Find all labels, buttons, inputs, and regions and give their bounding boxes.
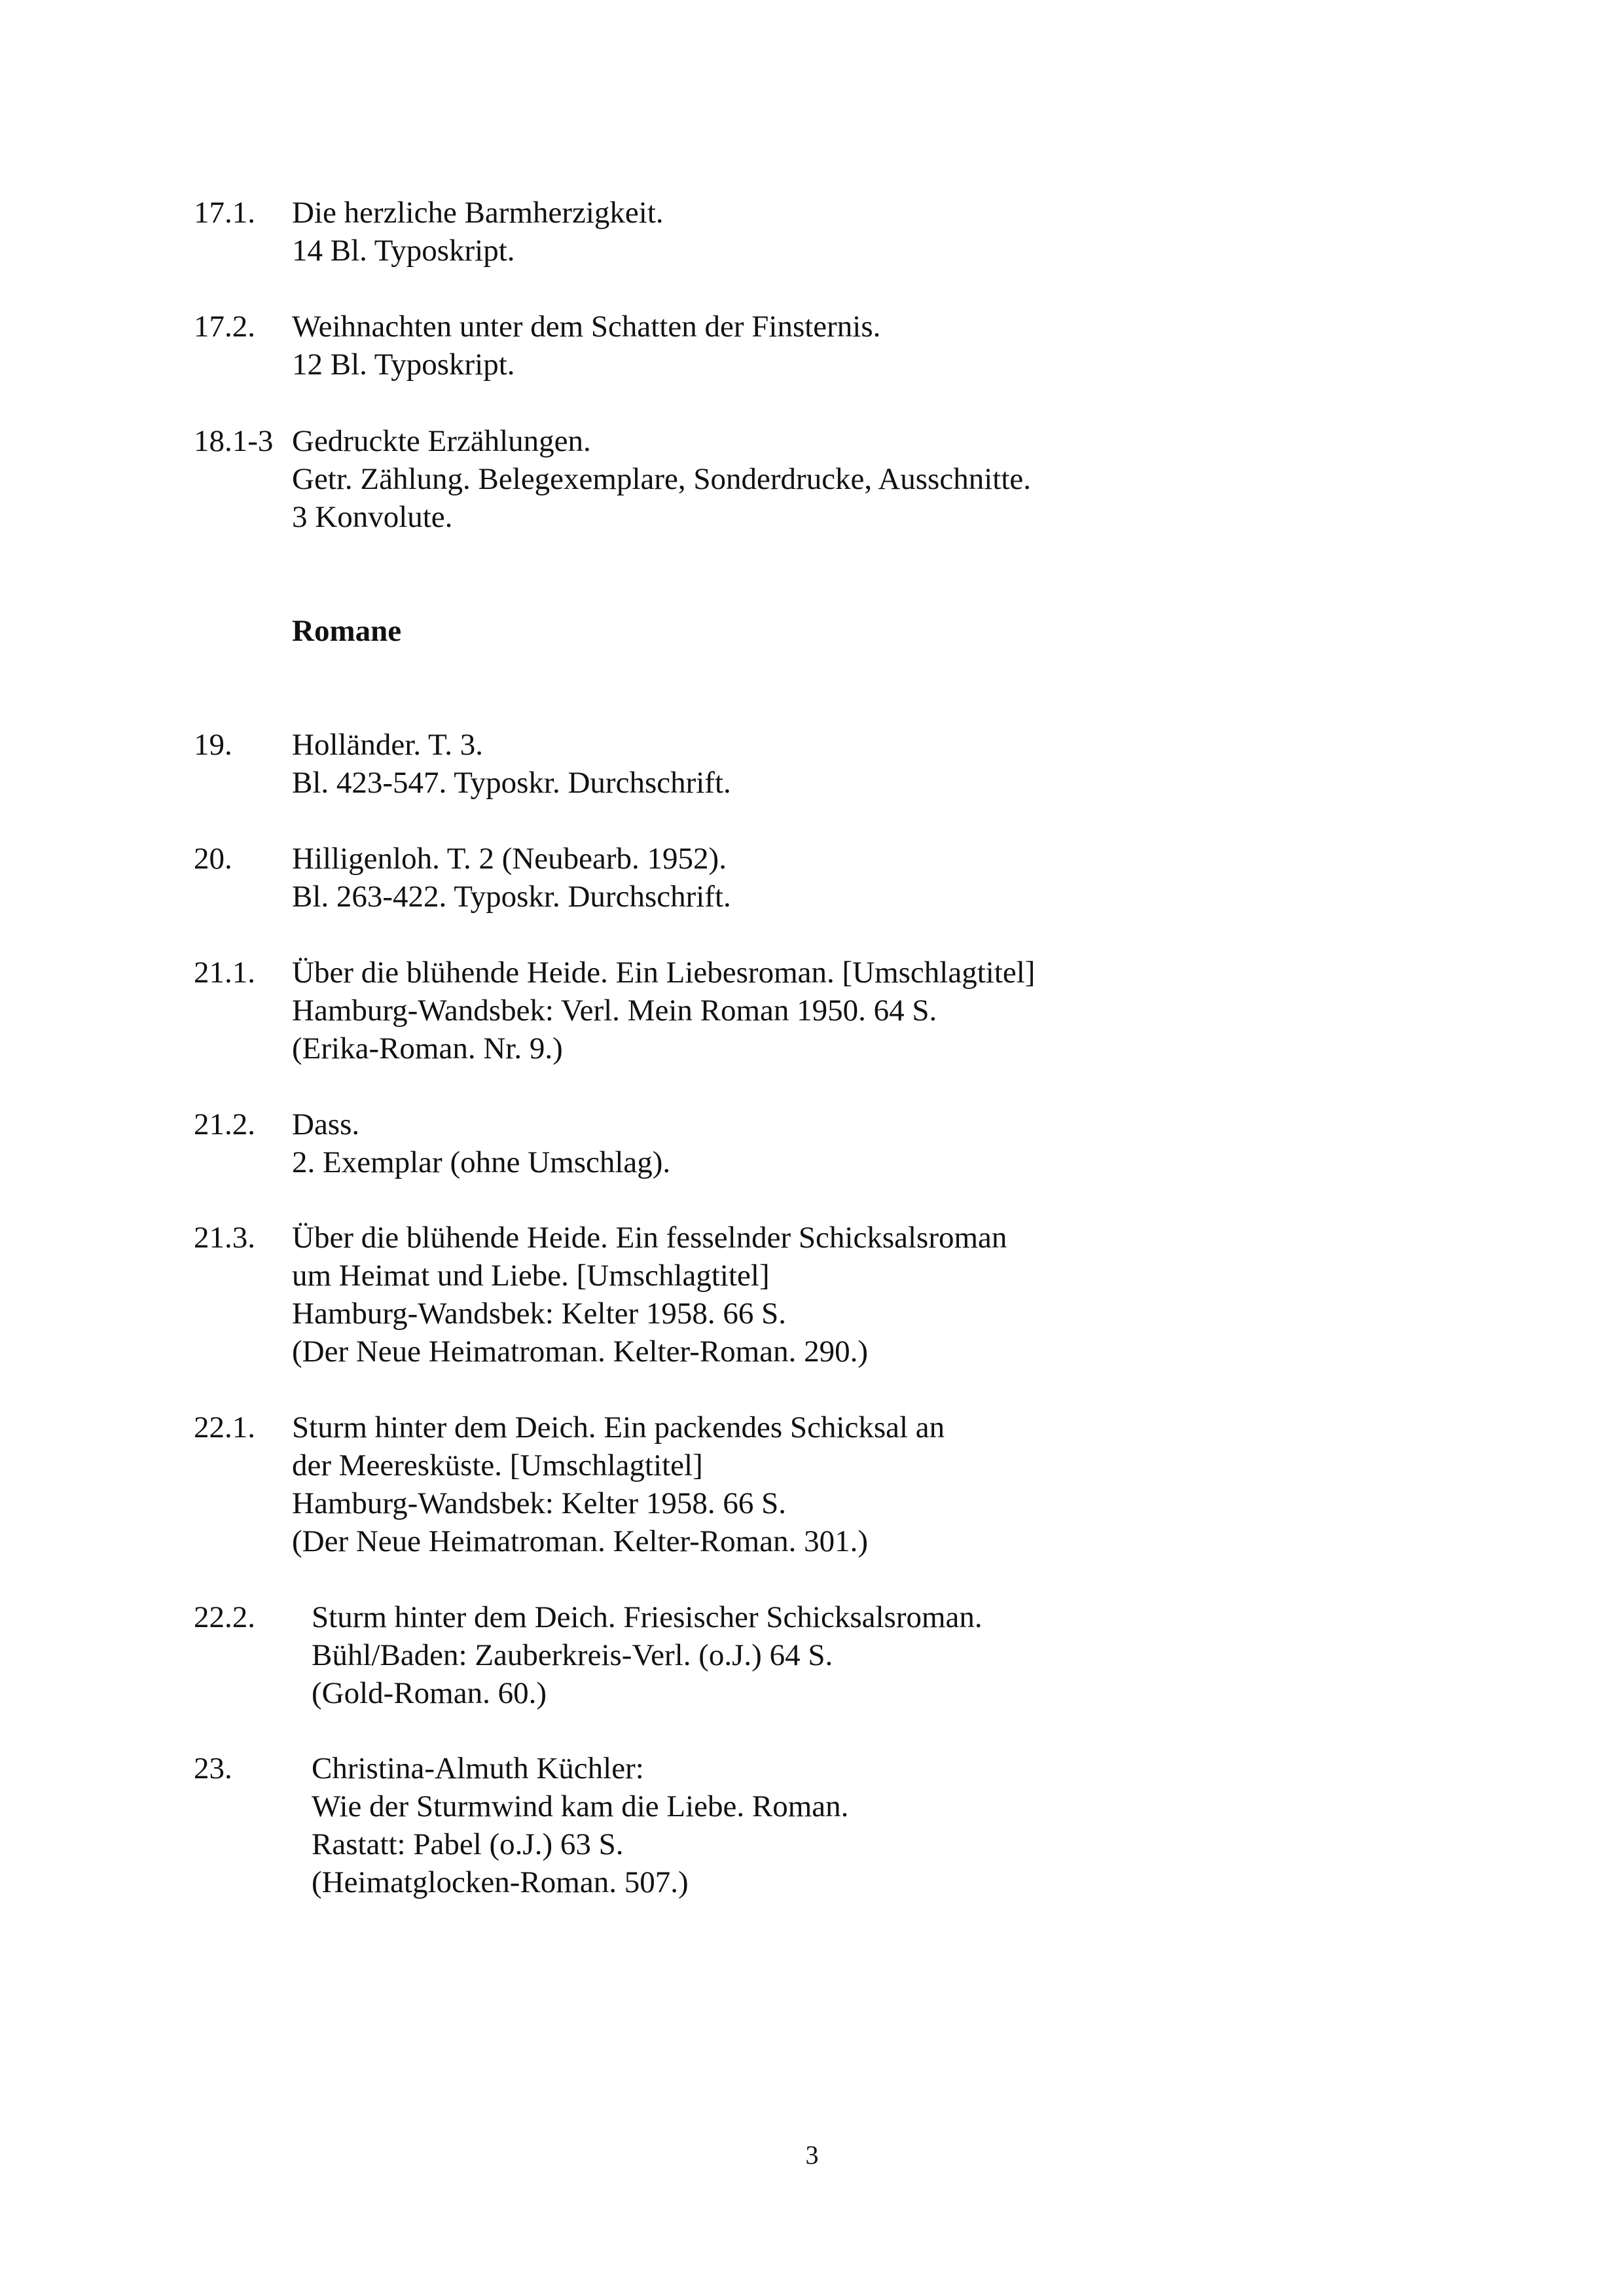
entry-line: Hamburg-Wandsbek: Verl. Mein Roman 1950. 64 S.: [292, 994, 937, 1028]
entry-line: Sturm hinter dem Deich. Ein packendes Schicksal an: [292, 1410, 945, 1444]
entry-number: 20.: [194, 842, 232, 876]
entry-description: [312, 1598, 983, 1712]
entry-line: (Erika-Roman. Nr. 9.): [292, 1031, 563, 1066]
entry-number: 21.1.: [194, 956, 255, 990]
entry-line: Bl. 423-547. Typoskr. Durchschrift.: [292, 766, 731, 800]
entry-line: Christina-Almuth Küchler:: [312, 1751, 644, 1785]
section-heading: Romane: [292, 614, 402, 648]
entry-line: Getr. Zählung. Belegexemplare, Sonderdrucke, Ausschnitte.: [292, 462, 1031, 496]
entry-line: Wie der Sturmwind kam die Liebe. Roman.: [312, 1789, 849, 1823]
entry-line: Sturm hinter dem Deich. Friesischer Schicksalsroman.: [312, 1600, 983, 1634]
entry-line: (Der Neue Heimatroman. Kelter-Roman. 290.): [292, 1335, 868, 1369]
entry-line: Bühl/Baden: Zauberkreis-Verl. (o.J.) 64 S.: [312, 1638, 833, 1672]
entry-line: Hamburg-Wandsbek: Kelter 1958. 66 S.: [292, 1297, 787, 1331]
entry-line: 2. Exemplar (ohne Umschlag).: [292, 1145, 671, 1179]
page-number: 3: [805, 2140, 819, 2170]
entry-description: [292, 308, 880, 384]
entry-line: 12 Bl. Typoskript.: [292, 348, 515, 382]
entry-number: 19.: [194, 728, 232, 762]
entry-description: [312, 1749, 848, 1901]
entry-line: (Gold-Roman. 60.): [312, 1676, 547, 1710]
entry-line: Rastatt: Pabel (o.J.) 63 S.: [312, 1827, 624, 1861]
entry-line: Dass.: [292, 1107, 360, 1141]
entry-line: (Der Neue Heimatroman. Kelter-Roman. 301.): [292, 1524, 868, 1558]
entry-line: Über die blühende Heide. Ein Liebesroman. [Umschlagtitel]: [292, 956, 1036, 990]
entry-line: 14 Bl. Typoskript.: [292, 234, 515, 268]
entry-number: 17.1.: [194, 196, 255, 230]
entry-description: [292, 726, 731, 802]
entry-description: [292, 840, 731, 916]
entry-line: der Meeresküste. [Umschlagtitel]: [292, 1448, 703, 1482]
entry-line: Hilligenloh. T. 2 (Neubearb. 1952).: [292, 842, 727, 876]
entry-description: [292, 1219, 1007, 1371]
entry-description: [292, 194, 664, 270]
entry-number: 17.2.: [194, 310, 255, 344]
entry-description: [292, 954, 1035, 1067]
entry-line: Über die blühende Heide. Ein fesselnder Schicksalsroman: [292, 1221, 1007, 1255]
entry-line: Holländer. T. 3.: [292, 728, 483, 762]
entry-line: Die herzliche Barmherzigkeit.: [292, 196, 664, 230]
entry-line: (Heimatglocken-Roman. 507.): [312, 1865, 689, 1899]
entry-number: 22.2.: [194, 1600, 255, 1634]
entry-number: 23.: [194, 1751, 232, 1785]
entry-description: [292, 1105, 670, 1181]
entry-number: 18.1-3: [194, 424, 274, 458]
entry-line: Hamburg-Wandsbek: Kelter 1958. 66 S.: [292, 1486, 787, 1520]
entry-number: 22.1.: [194, 1410, 255, 1444]
entry-line: Bl. 263-422. Typoskr. Durchschrift.: [292, 880, 731, 914]
entry-line: 3 Konvolute.: [292, 500, 453, 534]
entry-number: 21.3.: [194, 1221, 255, 1255]
entry-description: [292, 1408, 945, 1560]
entry-number: 21.2.: [194, 1107, 255, 1141]
entry-line: um Heimat und Liebe. [Umschlagtitel]: [292, 1259, 770, 1293]
entry-description: [292, 422, 1031, 536]
entry-line: Gedruckte Erzählungen.: [292, 424, 591, 458]
entry-line: Weihnachten unter dem Schatten der Finsternis.: [292, 310, 881, 344]
